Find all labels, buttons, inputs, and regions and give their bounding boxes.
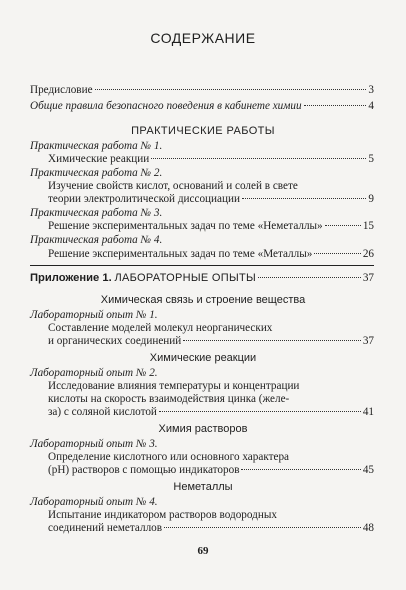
toc-entry-text: Решение экспериментальных задач по теме «Неметаллы» [48,220,323,232]
leader-dots [183,340,361,341]
toc-page-number: 15 [362,220,374,232]
practical-entry [48,247,374,261]
leader-dots [159,411,361,412]
leader-dots [164,527,361,528]
toc-page-number: 5 [368,153,374,165]
toc-page-number: 48 [362,522,374,534]
toc-page-number: 3 [368,84,374,96]
toc-page-number: 45 [362,464,374,476]
lab-entry [48,521,374,535]
toc-page-number: 9 [368,193,374,205]
toc-entry-text: теории электролитической диссоциации [48,193,240,205]
lab-heading: Лабораторный опыт № 1. [30,309,158,321]
practical-entry [48,192,374,206]
lab-group-heading: Химические реакции [149,352,257,364]
practical-entry [48,219,374,233]
leader-dots [95,89,367,90]
toc-entry-text: Предисловие [30,84,93,96]
toc-entry-text: соединений неметаллов [48,522,163,534]
toc-entry-text: и органических соединений [48,335,182,347]
lab-entry [48,334,374,348]
lab-entry [48,405,374,419]
practical-heading: Практическая работа № 3. [30,207,163,219]
toc-entry-text: (pH) растворов с помощью индикаторов [48,464,240,476]
toc-entry-text: Изучение свойств кислот, оснований и солей в свете [48,180,298,192]
appendix-entry [30,271,374,285]
practical-heading: Практическая работа № 1. [30,140,163,152]
practical-heading: Практическая работа № 2. [30,167,163,179]
toc-entry-text: Исследование влияния температуры и концентрации [48,380,300,392]
toc-page-number: 4 [368,100,374,112]
lab-entry [48,463,374,477]
appendix-label: Приложение 1. [30,272,112,284]
toc-page-number: 37 [362,272,374,284]
toc-entry-safety-rules [30,99,374,113]
lab-group-heading: Неметаллы [173,481,233,493]
section-heading-practical: ПРАКТИЧЕСКИЕ РАБОТЫ [131,125,275,137]
toc-entry-text: кислоты на скорость взаимодействия цинка (желе- [48,393,290,405]
leader-dots [242,198,366,199]
toc-entry-text: Определение кислотного или основного характера [48,451,290,463]
page-number: 69 [197,545,209,557]
practical-heading: Практическая работа № 4. [30,234,163,246]
leader-dots [151,158,366,159]
toc-entry-text: Решение экспериментальных задач по теме «Металлы» [48,248,313,260]
lab-group-heading: Химия растворов [158,423,248,435]
toc-page-number: 41 [362,406,374,418]
section-divider [30,265,374,266]
toc-entry-preface [30,83,374,97]
lab-heading: Лабораторный опыт № 4. [30,496,158,508]
toc-entry-text: Испытание индикатором растворов водородных [48,509,277,521]
lab-heading: Лабораторный опыт № 3. [30,438,158,450]
toc-page-number: 26 [362,248,374,260]
page-title: СОДЕРЖАНИЕ [150,30,256,46]
appendix-title: ЛАБОРАТОРНЫЕ ОПЫТЫ [114,272,257,284]
leader-dots [258,277,361,278]
leader-dots [241,469,360,470]
toc-page-number: 37 [362,335,374,347]
toc-entry-text: за) с соляной кислотой [48,406,157,418]
leader-dots [304,105,367,106]
toc-entry-text: Составление моделей молекул неорганических [48,322,273,334]
lab-heading: Лабораторный опыт № 2. [30,367,158,379]
toc-entry-text: Химические реакции [48,153,150,165]
practical-entry [48,152,374,166]
leader-dots [325,225,361,226]
lab-group-heading: Химическая связь и строение вещества [100,294,306,306]
toc-entry-text: Общие правила безопасного поведения в кабинете химии [30,100,302,112]
leader-dots [314,253,360,254]
